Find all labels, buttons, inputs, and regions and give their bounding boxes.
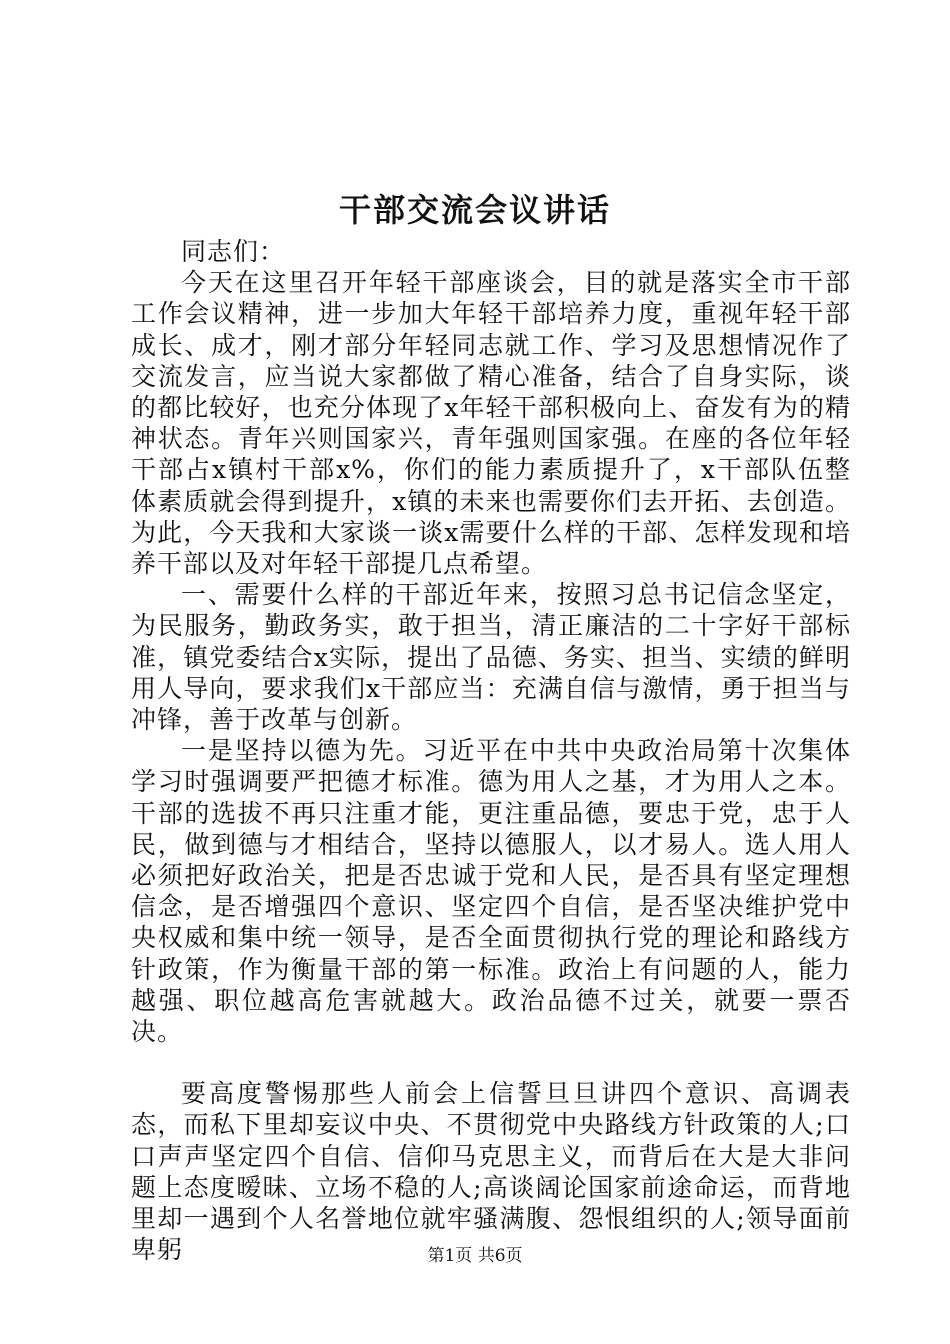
- paragraph-virtue-first: 一是坚持以德为先。习近平在中共中央政治局第十次集体学习时强调要严把德才标准。德为用人之基，才为用人之本。干部的选拔不再只注重才能，更注重品德，要忠于党，忠于人民，做到德与才相结合，坚持以德服人，以才易人。选人用人必须把好政治关，把是否忠诚于党和人民，是否具有坚定理想信念，是否增强四个意识、坚定四个自信，是否坚决维护党中央权威和集中统一领导，是否全面贯彻执行党的理论和路线方针政策，作为衡量干部的第一标准。政治上有问题的人，能力越强、职位越高危害就越大。政治品德不过关，就要一票否决。: [131, 736, 851, 1047]
- paragraph-section-one: 一、需要什么样的干部近年来，按照习总书记信念坚定，为民服务，勤政务实，敢于担当，清正廉洁的二十字好干部标准，镇党委结合x实际，提出了品德、务实、担当、实绩的鲜明用人导向，要求我们x干部应当：充满自信与激情，勇于担当与冲锋，善于改革与创新。: [131, 580, 851, 735]
- document-title: 干部交流会议讲话: [338, 191, 611, 229]
- paragraph-vigilance: 要高度警惕那些人前会上信誓旦旦讲四个意识、高调表态，而私下里却妄议中央、不贯彻党中央路线方针政策的人;口口声声坚定四个自信、信仰马克思主义，而背后在大是大非问题上态度暧昧、立场不稳的人;高谈阔论国家前途命运，而背地里却一遇到个人名誉地位就牢骚满腹、怨恨组织的人;领导面前卑躬: [131, 1079, 851, 1265]
- salutation: 同志们：: [181, 237, 286, 266]
- page-number: 第1页 共6页: [427, 1246, 523, 1266]
- paragraph-intro: 今天在这里召开年轻干部座谈会，目的就是落实全市干部工作会议精神，进一步加大年轻干部培养力度，重视年轻干部成长、成才，刚才部分年轻同志就工作、学习及思想情况作了交流发言，应当说大家都做了精心准备，结合了自身实际，谈的都比较好，也充分体现了x年轻干部积极向上、奋发有为的精神状态。青年兴则国家兴，青年强则国家强。在座的各位年轻干部占x镇村干部x%，你们的能力素质提升了，x干部队伍整体素质就会得到提升，x镇的未来也需要你们去开拓、去创造。为此，今天我和大家谈一谈x需要什么样的干部、怎样发现和培养干部以及对年轻干部提几点希望。: [131, 268, 851, 579]
- document-body: [131, 236, 851, 1266]
